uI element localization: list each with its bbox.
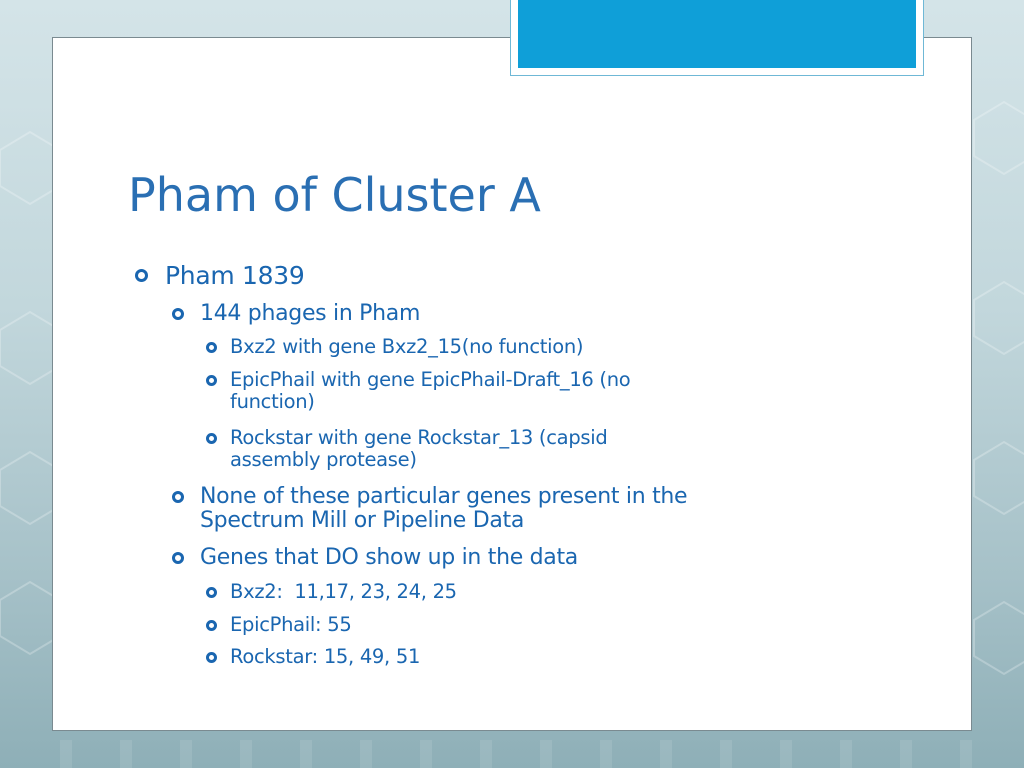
- bullet-icon: [135, 269, 148, 282]
- bullet-text: EpicPhail: 55: [230, 613, 352, 636]
- bullet-icon: [206, 375, 217, 386]
- bullet-text: Genes that DO show up in the data: [200, 545, 578, 570]
- bullet-text-line-2: assembly protease): [230, 448, 417, 471]
- bullet-icon: [172, 491, 184, 503]
- bullet-icon: [206, 620, 217, 631]
- bullet-icon: [206, 342, 217, 353]
- bullet-item-rockstar-gene: [206, 427, 607, 471]
- bullet-item-bxz2-data: [206, 581, 457, 603]
- bullet-text: Rockstar: 15, 49, 51: [230, 645, 421, 668]
- slide-title: Pham of Cluster A: [128, 168, 541, 222]
- bullet-icon: [206, 652, 217, 663]
- bullet-text: Bxz2 with gene Bxz2_15(no function): [230, 335, 584, 358]
- bullet-item-phages-count: [172, 302, 420, 326]
- bullet-text-line-2: function): [230, 390, 315, 413]
- bullet-item-genes-show-up: [172, 546, 578, 570]
- bullet-item-epicphail-gene: [206, 369, 630, 413]
- bullet-icon: [206, 587, 217, 598]
- bullet-text-line-1: EpicPhail with gene EpicPhail-Draft_16 (no: [230, 368, 631, 391]
- bullet-text: 144 phages in Pham: [200, 301, 421, 326]
- bullet-text-line-1: None of these particular genes present in the: [200, 484, 688, 509]
- bullet-item-epicphail-data: [206, 614, 351, 636]
- bullet-item-none-present: [172, 485, 687, 533]
- bullet-item-pham: [135, 262, 304, 290]
- bullet-text-line-1: Rockstar with gene Rockstar_13 (capsid: [230, 426, 608, 449]
- bullet-icon: [172, 552, 184, 564]
- bullet-item-rockstar-data: [206, 646, 420, 668]
- bullet-item-bxz2-gene: [206, 336, 583, 358]
- bullet-text: Bxz2: 11,17, 23, 24, 25: [230, 580, 457, 603]
- bullet-text: Pham 1839: [165, 261, 305, 290]
- bullet-icon: [206, 433, 217, 444]
- bullet-icon: [172, 308, 184, 320]
- bullet-text-line-2: Spectrum Mill or Pipeline Data: [200, 508, 525, 533]
